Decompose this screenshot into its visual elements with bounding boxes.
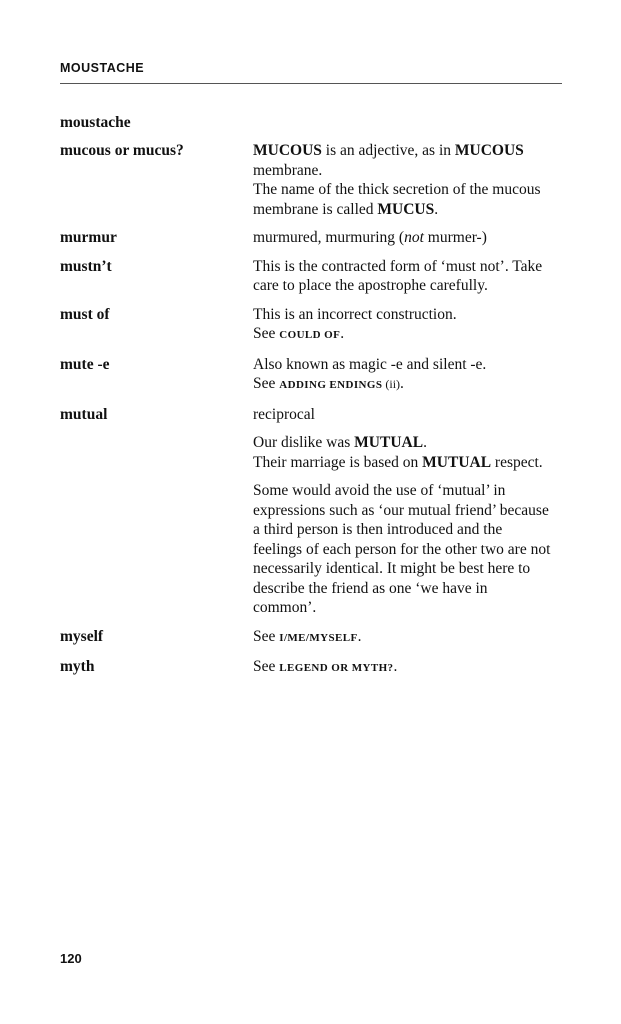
header-rule	[60, 83, 562, 84]
headword: moustache	[60, 114, 131, 131]
example-text	[253, 433, 553, 472]
entry-mutual	[60, 405, 560, 618]
bold-term: MUTUAL	[354, 434, 424, 451]
text-span: Their marriage is based on	[253, 453, 423, 471]
text-span: .	[357, 627, 362, 645]
usage-note: Some would avoid the use of ‘mutual’ in expressions such as ‘our mutual friend’ because a third person is then introduced and the feelings of each person for the other two are not necessarily identical. It might be best here to describe the friend as one ‘we have in common’.	[253, 482, 551, 616]
definition-text: This is the contracted form of ‘must not’. Take care to place the apostrophe carefully.	[253, 257, 543, 294]
text-span: .	[340, 325, 345, 342]
headword: myself	[60, 627, 104, 645]
definition-text	[253, 355, 553, 396]
definition-text: reciprocal	[253, 405, 315, 423]
definition	[253, 405, 553, 618]
cross-reference[interactable]: COULD OF	[279, 329, 341, 341]
italic-term: not	[404, 229, 424, 246]
entry-mute-e	[60, 355, 560, 396]
bold-term: MUTUAL	[422, 453, 492, 471]
definition	[253, 228, 553, 248]
entry-mucous	[60, 141, 560, 219]
text-span: See	[253, 627, 280, 645]
cross-reference[interactable]: LEGEND OR MYTH?	[279, 662, 394, 674]
text-span: Also known as magic -e and silent -e.	[253, 355, 487, 373]
definition	[253, 257, 553, 296]
bold-term: MUCOUS	[454, 142, 524, 159]
entry-moustache	[60, 113, 560, 132]
headword: mute -e	[60, 355, 110, 373]
bold-term: MUCOUS	[253, 142, 322, 159]
dictionary-entries	[60, 113, 560, 688]
text-span: (ii)	[382, 377, 401, 391]
definition	[253, 355, 553, 396]
running-head: MOUSTACHE	[60, 61, 145, 75]
entry-myself	[60, 627, 560, 649]
text-span: Our dislike was	[253, 434, 355, 451]
text-span: See	[253, 375, 280, 392]
headword: murmur	[60, 229, 117, 246]
definition	[253, 627, 553, 649]
headword: must of	[60, 305, 110, 323]
definition-text	[253, 141, 553, 219]
bold-term: MUCUS	[377, 200, 435, 218]
text-span: murmer-)	[423, 229, 487, 246]
definition	[253, 657, 553, 679]
headword: mustn’t	[60, 257, 112, 275]
text-span: murmured, murmuring (	[253, 229, 405, 246]
entry-myth	[60, 657, 560, 679]
text-span: .	[434, 200, 439, 218]
text-span: is an adjective, as in	[321, 142, 455, 159]
text-span: membrane.	[253, 161, 323, 179]
text-span: The name of the thick secretion of the mucous membrane is called	[253, 181, 541, 218]
definition-text	[253, 228, 553, 248]
text-span: .	[393, 658, 398, 675]
headword: myth	[60, 658, 95, 675]
cross-reference[interactable]: I/ME/MYSELF	[279, 631, 358, 644]
page-number: 120	[60, 951, 82, 966]
headword: mutual	[60, 405, 108, 423]
definition	[253, 305, 553, 346]
text-span: See	[253, 658, 280, 675]
definition-text	[253, 657, 553, 679]
definition-text	[253, 627, 553, 649]
entry-murmur	[60, 228, 560, 248]
text-span: .	[400, 375, 404, 392]
definition	[253, 141, 553, 219]
entry-must-of	[60, 305, 560, 346]
text-span: respect.	[491, 453, 543, 471]
definition-text	[253, 305, 553, 346]
text-span: See	[253, 325, 280, 342]
text-span: .	[423, 434, 427, 451]
cross-reference[interactable]: ADDING ENDINGS	[279, 379, 383, 391]
text-span: This is an incorrect construction.	[253, 305, 457, 323]
headword: mucous or mucus?	[60, 142, 184, 159]
entry-mustnt	[60, 257, 560, 296]
